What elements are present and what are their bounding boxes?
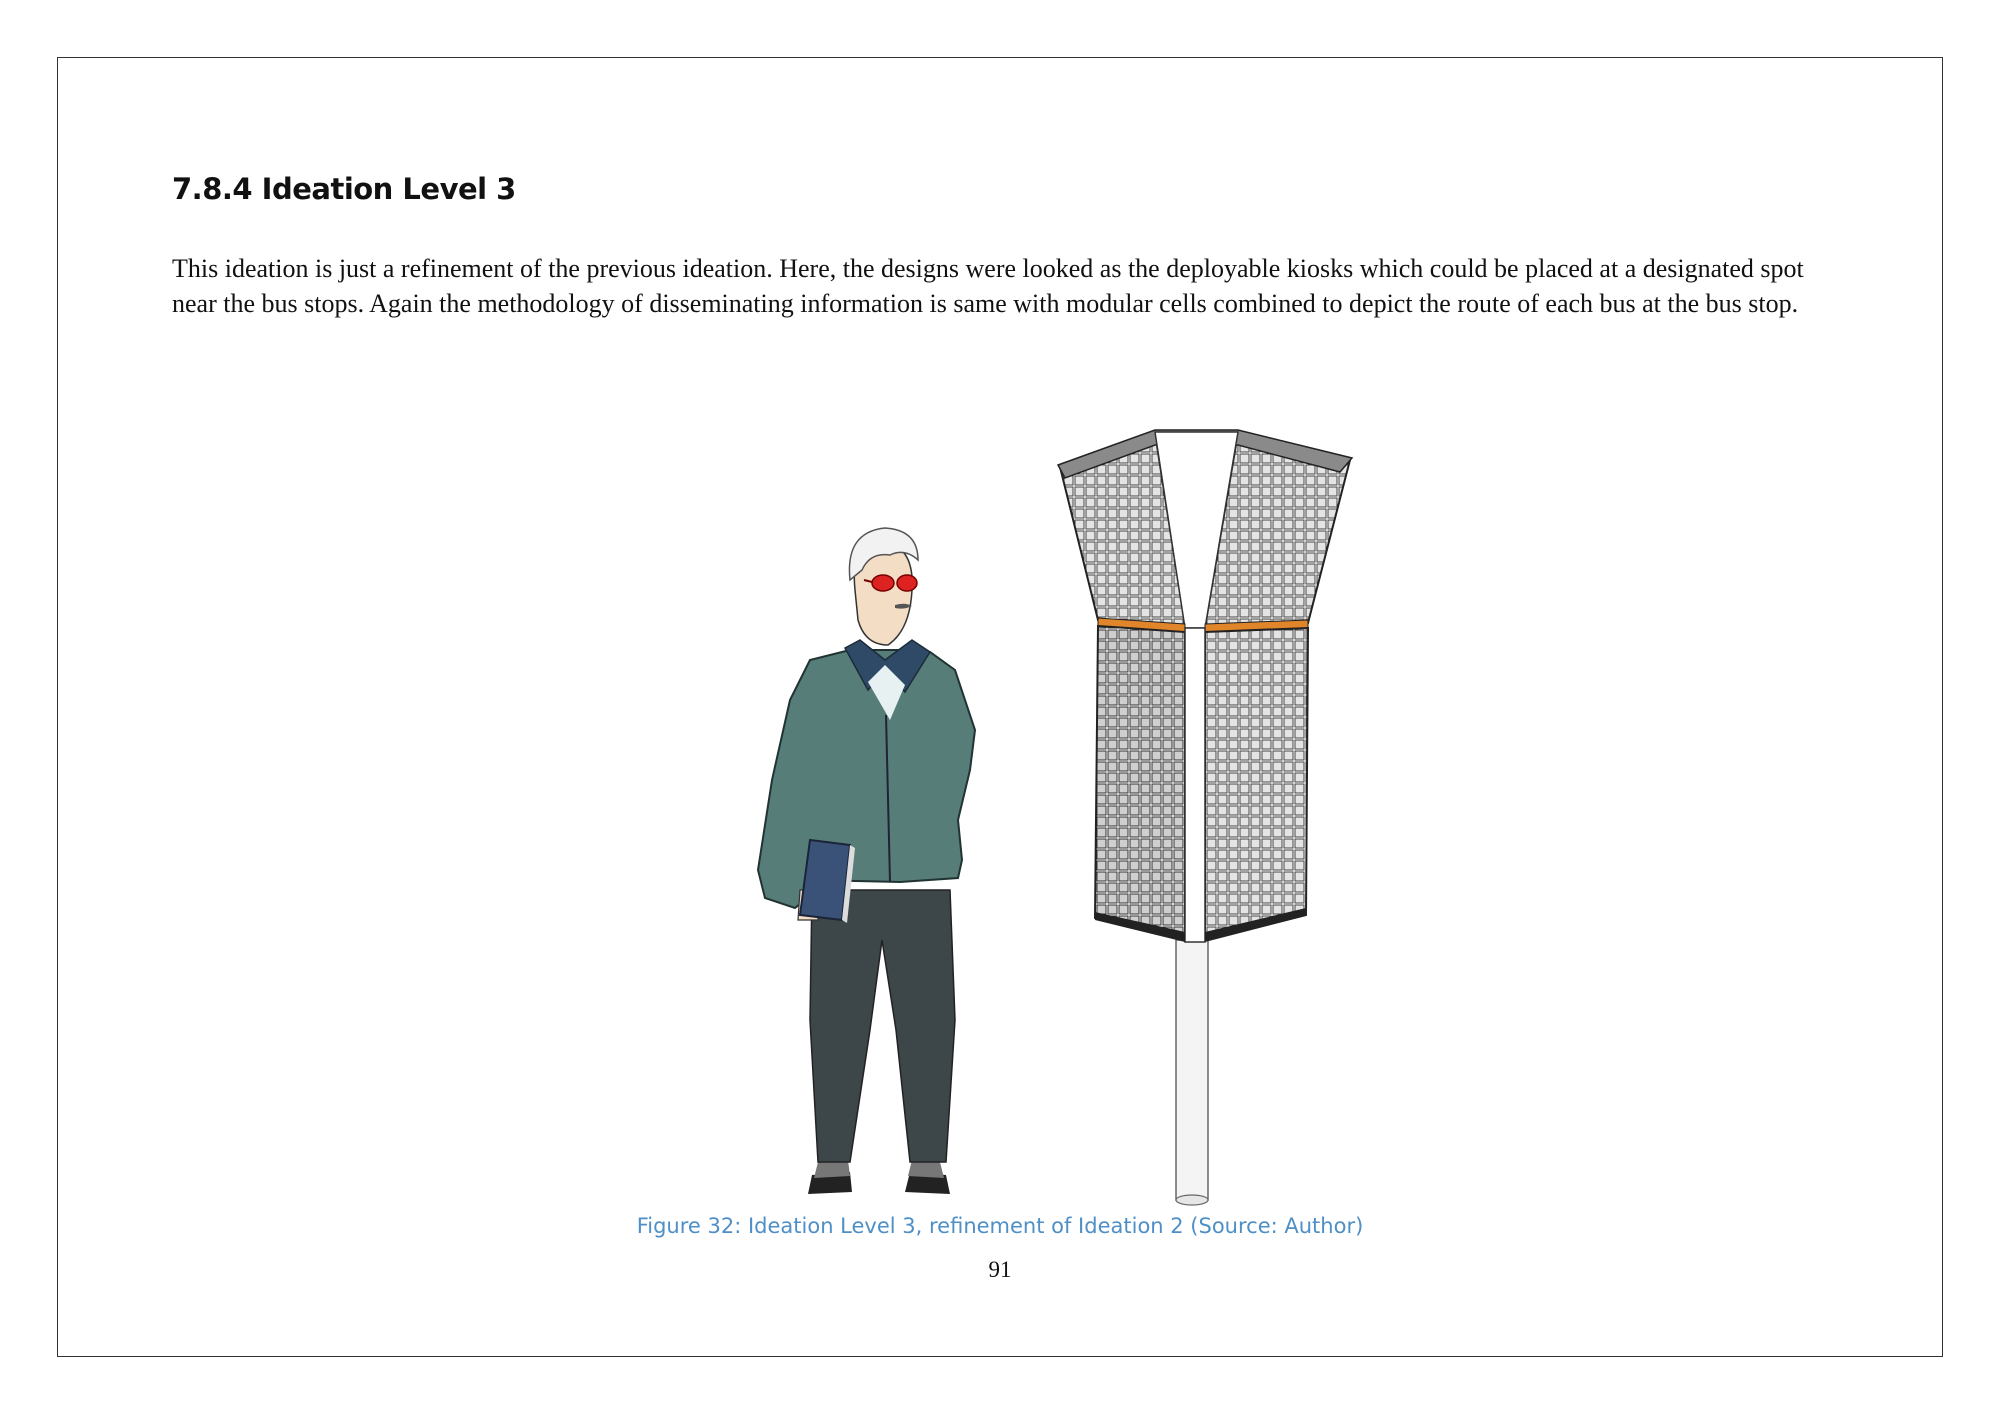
page-number: 91 bbox=[988, 1257, 1012, 1282]
person-illustration bbox=[758, 528, 975, 1194]
kiosk-illustration bbox=[1058, 430, 1352, 1205]
body-paragraph: This ideation is just a refinement of the previous ideation. Here, the designs were looked as the deployable kiosks which could be placed at a designated spot near the bus stops. Again the methodology of disseminating information is same with modular cells combined to depict the route of each bus at the bus stop. bbox=[172, 254, 1804, 318]
figure-illustration bbox=[700, 420, 1400, 1210]
figure-caption: Figure 32: Ideation Level 3, refinement of Ideation 2 (Source: Author) bbox=[636, 1214, 1364, 1238]
section-heading: 7.8.4 Ideation Level 3 bbox=[172, 172, 516, 206]
